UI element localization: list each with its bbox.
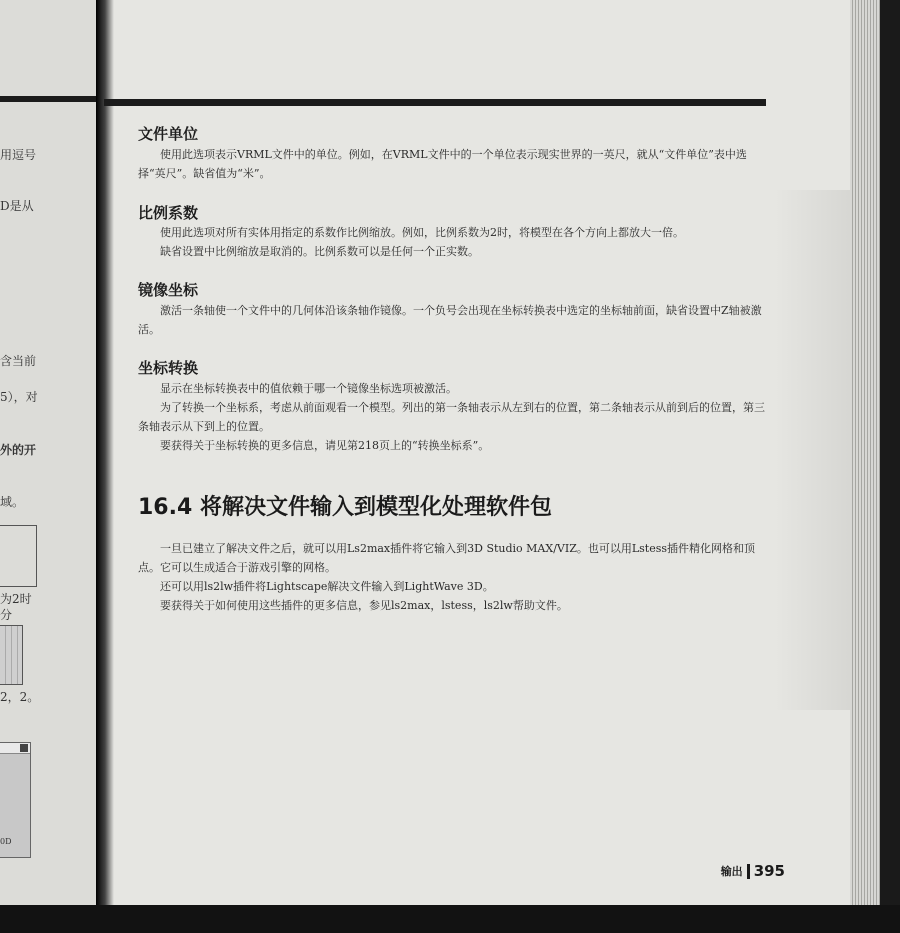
left-fragment: 外的开: [0, 443, 37, 457]
body-paragraph: 为了转换一个坐标系，考虑从前面观看一个模型。列出的第一条轴表示从左到右的位置，第二条轴表示从前到后的位置，第三条轴表示从下到上的位置。: [138, 401, 765, 433]
section-heading: 镜像坐标: [138, 281, 199, 299]
body-paragraph: 激活一条轴使一个文件中的几何体沿该条轴作镜像。一个负号会出现在坐标转换表中选定的坐标轴前面，缺省设置中Z轴被激活。: [138, 304, 762, 336]
left-fragment: 2，2。: [0, 690, 40, 704]
book-spine: [96, 0, 114, 905]
body-paragraph: 使用此选项表示VRML文件中的单位。例如，在VRML文件中的一个单位表示现实世界的一英尺，就从“文件单位”表中选择“英尺”。缺省值为“米”。: [138, 148, 747, 180]
body-paragraph: 缺省设置中比例缩放是取消的。比例系数可以是任何一个正实数。: [160, 245, 479, 258]
body-paragraph: 显示在坐标转换表中的值依赖于哪一个镜像坐标选项被激活。: [160, 382, 457, 395]
footer-divider: [747, 864, 750, 879]
body-paragraph: 要获得关于如何使用这些插件的更多信息，参见ls2max，lstess，ls2lw帮助文件。: [160, 599, 568, 612]
left-page: [0, 0, 104, 905]
grid-cube-diagram: [0, 625, 23, 685]
background: [0, 905, 900, 933]
left-fragment: 5），对: [0, 390, 38, 404]
left-fragment: 分: [0, 608, 13, 622]
page-edges: [850, 0, 880, 905]
footer-section-name: 输出: [720, 865, 743, 878]
body-paragraph: 还可以用ls2lw插件将Lightscape解决文件输入到LightWave 3D。: [160, 580, 494, 593]
chapter-section-title: 16.4 将解决文件输入到模型化处理软件包: [138, 495, 552, 520]
cube-diagram: [0, 525, 37, 587]
section-heading: 坐标转换: [138, 359, 199, 377]
body-paragraph: 使用此选项对所有实体用指定的系数作比例缩放。例如，比例系数为2时，将模型在各个方向上都放大一倍。: [160, 226, 684, 239]
left-fragment: 为2时: [0, 592, 32, 606]
left-fragment: 0D: [0, 837, 12, 846]
close-icon: [20, 744, 28, 752]
page-number: 395: [753, 862, 785, 880]
body-paragraph: 一旦已建立了解决文件之后，就可以用Ls2max插件将它输入到3D Studio MAX/VIZ。也可以用Lstess插件精化网格和顶点。它可以生成适合于游戏引擎的网格。: [138, 542, 756, 574]
section-heading: 文件单位: [138, 125, 199, 143]
section-heading: 比例系数: [138, 204, 199, 222]
left-fragment: 含当前: [0, 354, 37, 368]
header-rule: [104, 99, 766, 106]
left-fragment: 域。: [0, 495, 25, 509]
page-footer: [721, 862, 785, 880]
dialog-screenshot: [0, 742, 31, 858]
show-through-shadow: [774, 190, 854, 710]
body-paragraph: 要获得关于坐标转换的更多信息，请见第218页上的“转换坐标系”。: [160, 439, 490, 452]
left-fragment: D是从: [0, 199, 34, 213]
left-fragment: 用逗号: [0, 148, 37, 162]
left-page-rule: [0, 96, 104, 102]
